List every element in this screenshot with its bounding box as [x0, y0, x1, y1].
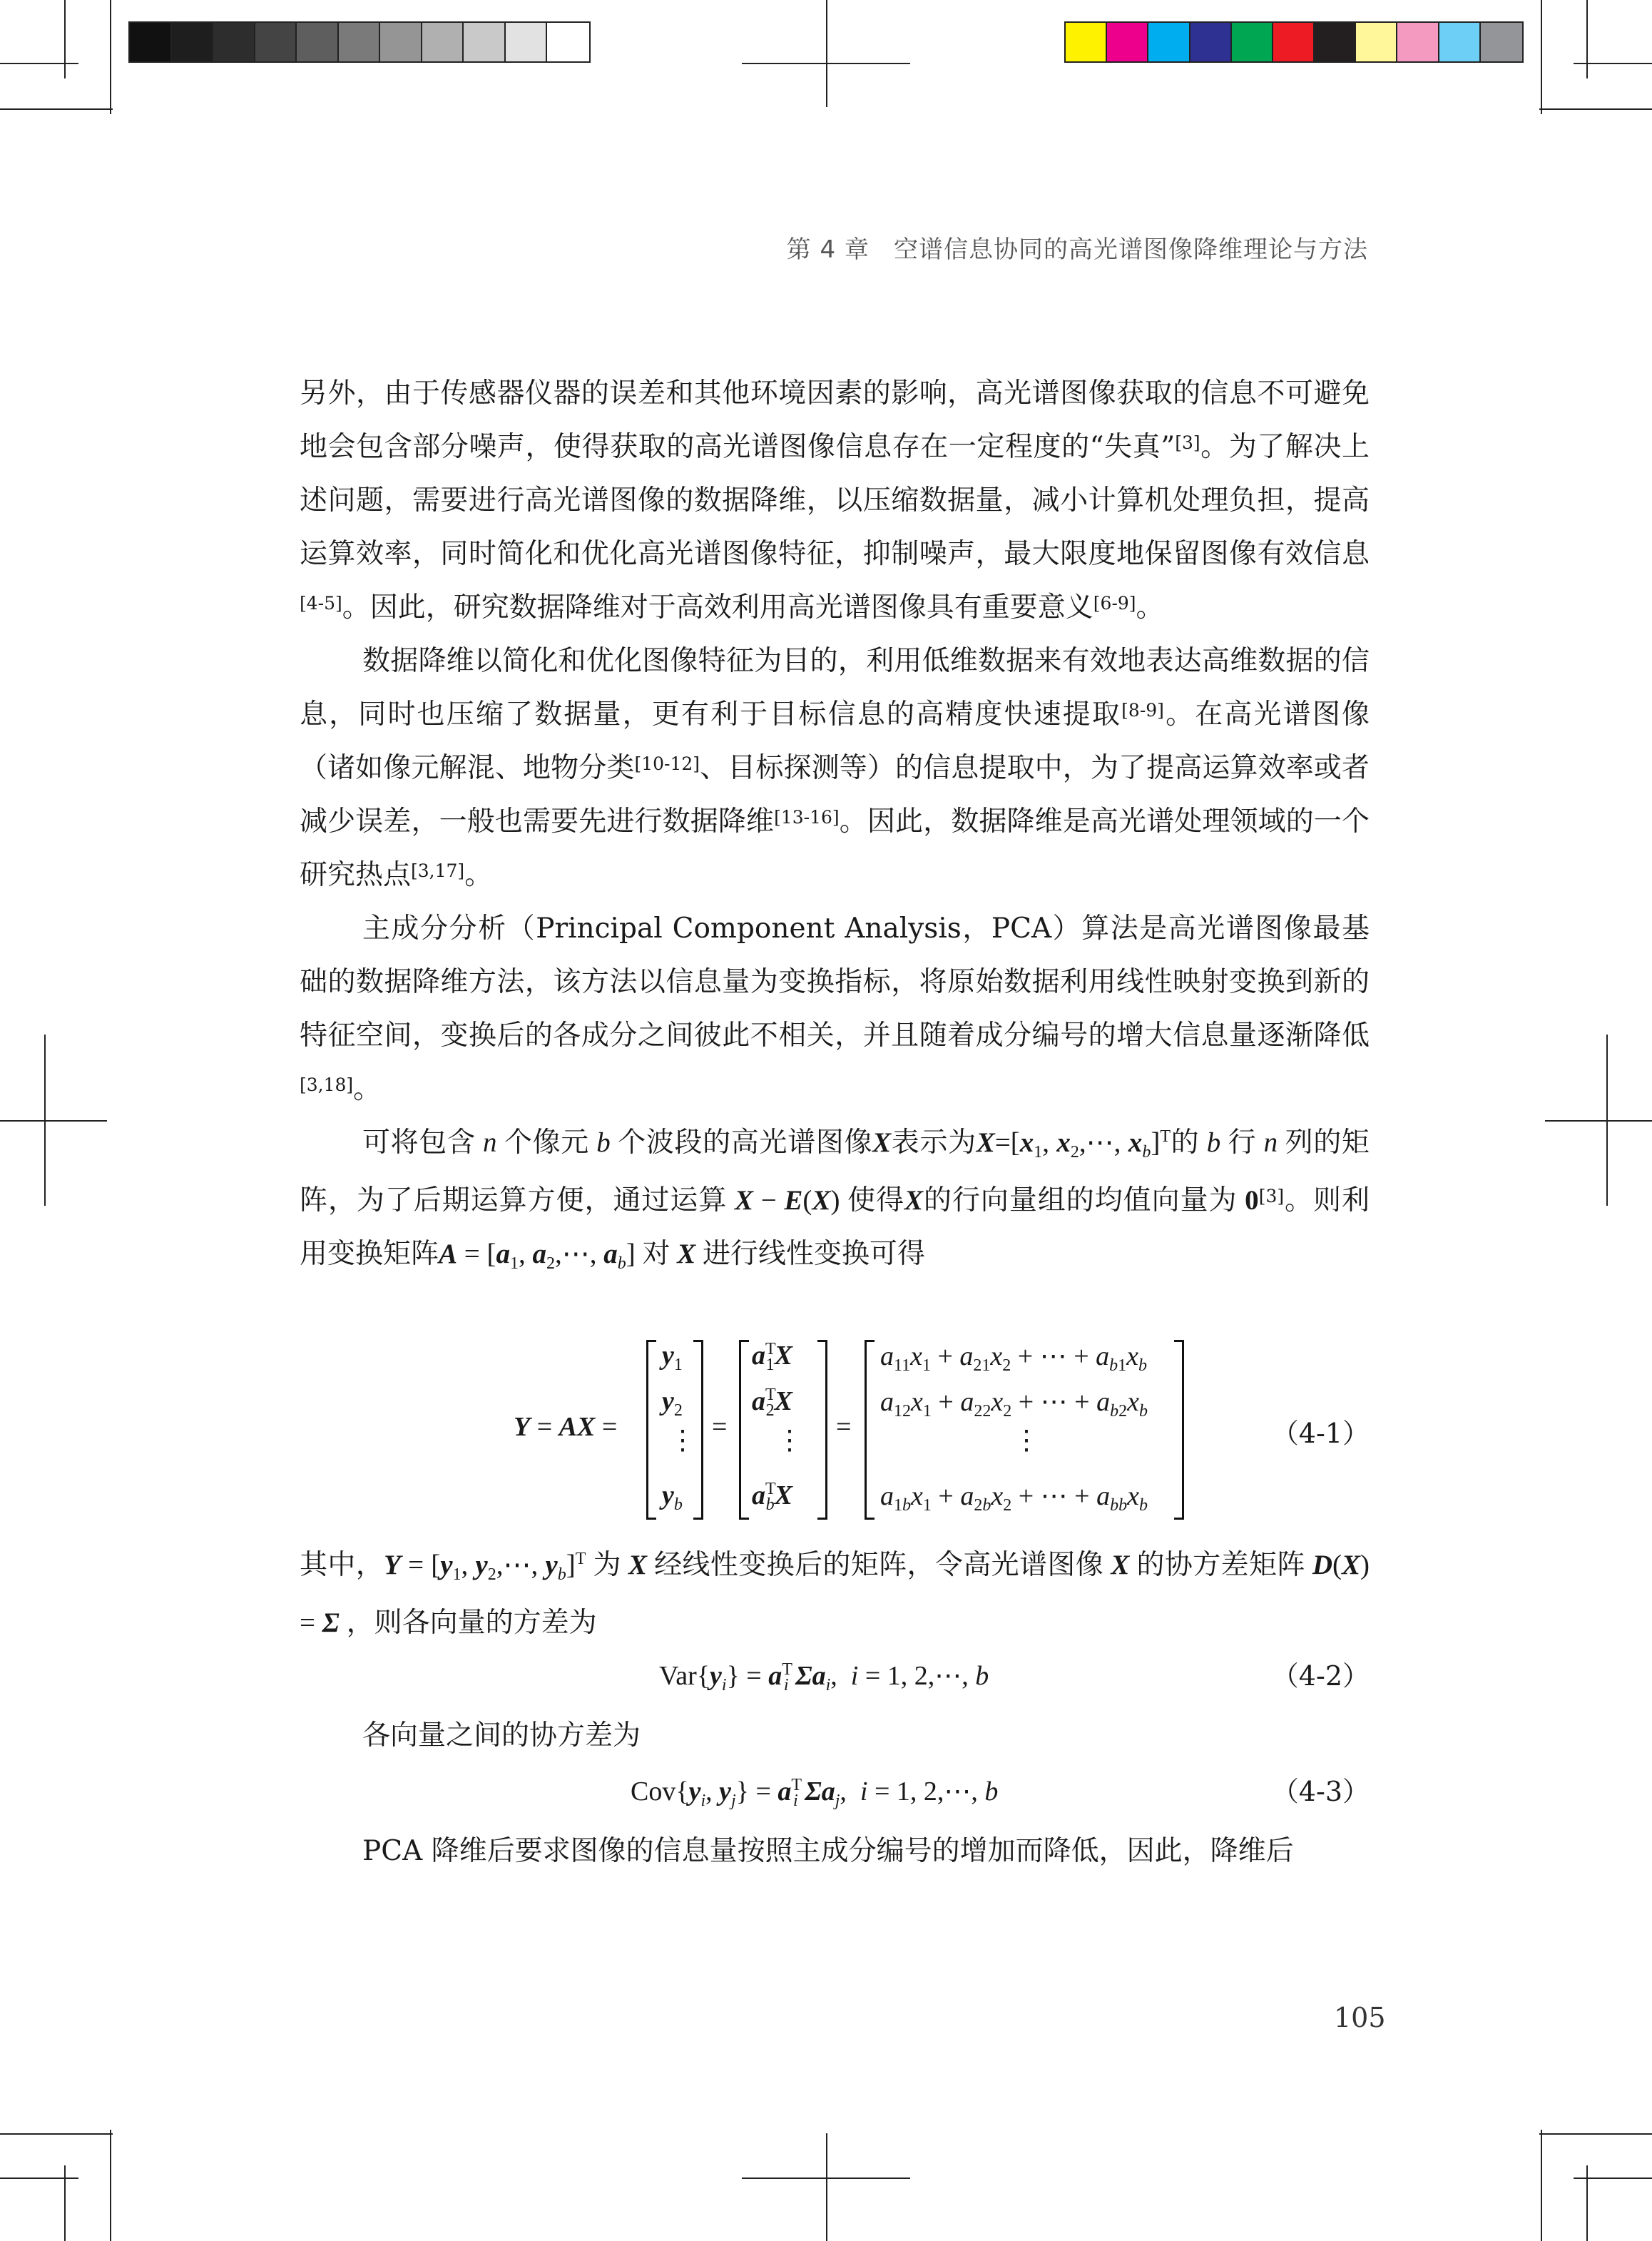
- crop-mark: [742, 63, 910, 64]
- matrix-bracket-right: [817, 1340, 827, 1520]
- paragraph-3: 主成分分析（Principal Component Analysis，PCA）算法是高光谱图像最基础的数据降维方法，该方法以信息量为变换指标，将原始数据利用线性映射变换到新的特征空间，变换后的各成分之间彼此不相关，并且随着成分编号的增大信息量逐渐降低[3,18]。: [300, 913, 1370, 1105]
- equation-body: $Var\{y_i\} = a^T_i$ $\Sigma a_i$, i = 1, 2,⋯, b: [659, 1660, 989, 1694]
- running-head-chapter: 第 4 章: [786, 235, 870, 264]
- matrix-bracket-right: [1174, 1340, 1184, 1520]
- equation-number: （4-3）: [1271, 1776, 1370, 1807]
- color-swatch: [547, 23, 589, 61]
- color-swatch: [1232, 23, 1273, 61]
- equation-4-1: [300, 1340, 1370, 1520]
- matrix-bracket-left: [646, 1340, 656, 1520]
- paragraph-6: 各向量之间的协方差为: [362, 1719, 641, 1752]
- crop-mark: [826, 2133, 827, 2241]
- eq-lhs: Y = AX =: [514, 1412, 618, 1442]
- color-swatch: [1397, 23, 1439, 61]
- color-swatch: [339, 23, 381, 61]
- crop-mark: [1541, 2130, 1542, 2241]
- running-head: [787, 230, 1368, 265]
- color-swatch: [255, 23, 297, 61]
- crop-mark: [64, 0, 66, 78]
- grayscale-color-bar: [128, 21, 591, 63]
- citation: [10-12]: [634, 753, 700, 774]
- crop-mark: [742, 2178, 910, 2179]
- matrix-cell: ⋮: [776, 1426, 803, 1455]
- crop-mark: [64, 2165, 66, 2241]
- matrix-cell: $a_{1b}x_1 + a_{2b}x_2$ + ⋯ + $a_{bb}x_b$: [880, 1481, 1148, 1515]
- citation: [3,18]: [300, 1074, 354, 1095]
- crop-mark: [1586, 2165, 1588, 2241]
- crop-mark: [0, 2178, 78, 2179]
- crop-mark: [110, 2130, 111, 2241]
- crop-mark: [1539, 108, 1652, 110]
- crop-mark: [1574, 63, 1652, 64]
- citation: [4-5]: [300, 593, 342, 614]
- color-swatch: [1107, 23, 1148, 61]
- equation-4-2: [300, 1650, 1370, 1703]
- running-head-title: 空谱信息协同的高光谱图像降维理论与方法: [894, 235, 1368, 264]
- color-swatch: [1066, 23, 1107, 61]
- matrix-cell: ⋮: [1013, 1426, 1040, 1455]
- matrix-bracket-left: [865, 1340, 875, 1520]
- crop-mark: [110, 0, 111, 114]
- citation: [3]: [1175, 432, 1200, 453]
- matrix-cell: $y_b$: [662, 1480, 683, 1514]
- crop-mark: [0, 2133, 113, 2135]
- body-text-upper: [300, 367, 1370, 1285]
- citation: [3]: [1258, 1186, 1285, 1206]
- color-swatch: [1481, 23, 1522, 61]
- page-number: 105: [1334, 2002, 1386, 2033]
- paragraph-2: 数据降维以简化和优化图像特征为目的，利用低维数据来有效地表达高维数据的信息，同时也压缩了数据量，更有利于目标信息的高精度快速提取[8-9]。在高光谱图像（诸如像元解混、地物分类[10-12]、目标探测等）的信息提取中，为了提高运算效率或者减少误差，一般也需要先进行数据降维[13-16]。因此，数据降维是高光谱处理领域的一个研究热点[3,17]。: [300, 645, 1370, 891]
- crop-mark: [0, 63, 78, 64]
- crop-mark: [1541, 0, 1542, 114]
- matrix-bracket-left: [739, 1340, 749, 1520]
- equation-number: （4-2）: [1271, 1660, 1370, 1692]
- body-text-lower: [300, 1538, 1370, 1878]
- color-swatch: [213, 23, 255, 61]
- equation-number: （4-1）: [1271, 1418, 1370, 1449]
- equals-sign: =: [836, 1412, 852, 1442]
- color-swatch: [1315, 23, 1356, 61]
- color-swatch: [172, 23, 214, 61]
- crop-mark: [0, 108, 113, 110]
- crop-mark: [1586, 0, 1588, 78]
- crop-mark: [826, 0, 827, 107]
- matrix-cell: $a^T_bX$: [752, 1480, 793, 1514]
- matrix-cell: $y_1$: [662, 1341, 683, 1374]
- citation: [13-16]: [774, 807, 840, 828]
- matrix-cell: $a_{12}x_1 + a_{22}x_2$ + ⋯ + $a_{b2}x_b$: [880, 1387, 1148, 1421]
- matrix-cell: $a^T_1X$: [752, 1340, 793, 1374]
- color-swatch: [130, 23, 172, 61]
- color-swatch: [506, 23, 548, 61]
- paragraph-7: PCA 降维后要求图像的信息量按照主成分编号的增加而降低，因此，降维后: [362, 1835, 1294, 1867]
- crop-mark: [1606, 1035, 1608, 1206]
- crop-mark: [44, 1035, 46, 1206]
- color-swatch: [422, 23, 464, 61]
- matrix-cell: $a^T_2X$: [752, 1386, 793, 1420]
- color-swatch: [1148, 23, 1190, 61]
- crop-mark: [0, 1120, 107, 1122]
- matrix-cell: ⋮: [669, 1426, 696, 1455]
- paragraph-5: 其中，$Y = [y_1$, $y_2,\cdots$, $y_b]^T$ 为 X 经线性变换后的矩阵，令高光谱图像 X 的协方差矩阵 D(X) = Σ ，则各向量的方差为: [300, 1549, 1370, 1639]
- paragraph-4: 可将包含 n 个像元 b 个波段的高光谱图像X表示为$X=[x_1$, $x_2,\cdots$, $x_b]^T$的 b 行 n 列的矩阵，为了后期运算方便，通过运算 X − E(X) 使得X的行向量组的均值向量为 0[3]。则利用变换矩阵$A = [a_1$, $a_2,\cdots$, $a_b$] 对 X 进行线性变换可得: [300, 1127, 1370, 1273]
- color-swatch: [1273, 23, 1315, 61]
- equation-body: $Cov\{y_i$, $y_j\} = a^T_i$ $\Sigma a_j$, i = 1, 2,⋯, b: [631, 1776, 999, 1810]
- crop-mark: [1574, 2178, 1652, 2179]
- cmyk-color-bar: [1064, 21, 1524, 63]
- color-swatch: [380, 23, 422, 61]
- crop-mark: [1539, 2133, 1652, 2135]
- crop-mark: [1545, 1120, 1652, 1122]
- color-swatch: [1356, 23, 1397, 61]
- color-swatch: [297, 23, 339, 61]
- citation: [8-9]: [1121, 700, 1164, 721]
- citation: [3,17]: [411, 860, 465, 881]
- matrix-cell: $a_{11}x_1 + a_{21}x_2$ + ⋯ + $a_{b1}x_b$: [880, 1341, 1148, 1375]
- equals-sign: =: [712, 1412, 728, 1442]
- paragraph-1: 另外，由于传感器仪器的误差和其他环境因素的影响，高光谱图像获取的信息不可避免地会包含部分噪声，使得获取的高光谱图像信息存在一定程度的“失真”[3]。为了解决上述问题，需要进行高光谱图像的数据降维，以压缩数据量，减小计算机处理负担，提高运算效率，同时简化和优化高光谱图像特征，抑制噪声，最大限度地保留图像有效信息[4-5]。因此，研究数据降维对于高效利用高光谱图像具有重要意义[6-9]。: [300, 377, 1370, 624]
- color-swatch: [1190, 23, 1232, 61]
- citation: [6-9]: [1093, 593, 1136, 614]
- matrix-cell: $y_2$: [662, 1386, 683, 1420]
- color-swatch: [1439, 23, 1481, 61]
- equation-4-3: [300, 1765, 1370, 1819]
- color-swatch: [464, 23, 506, 61]
